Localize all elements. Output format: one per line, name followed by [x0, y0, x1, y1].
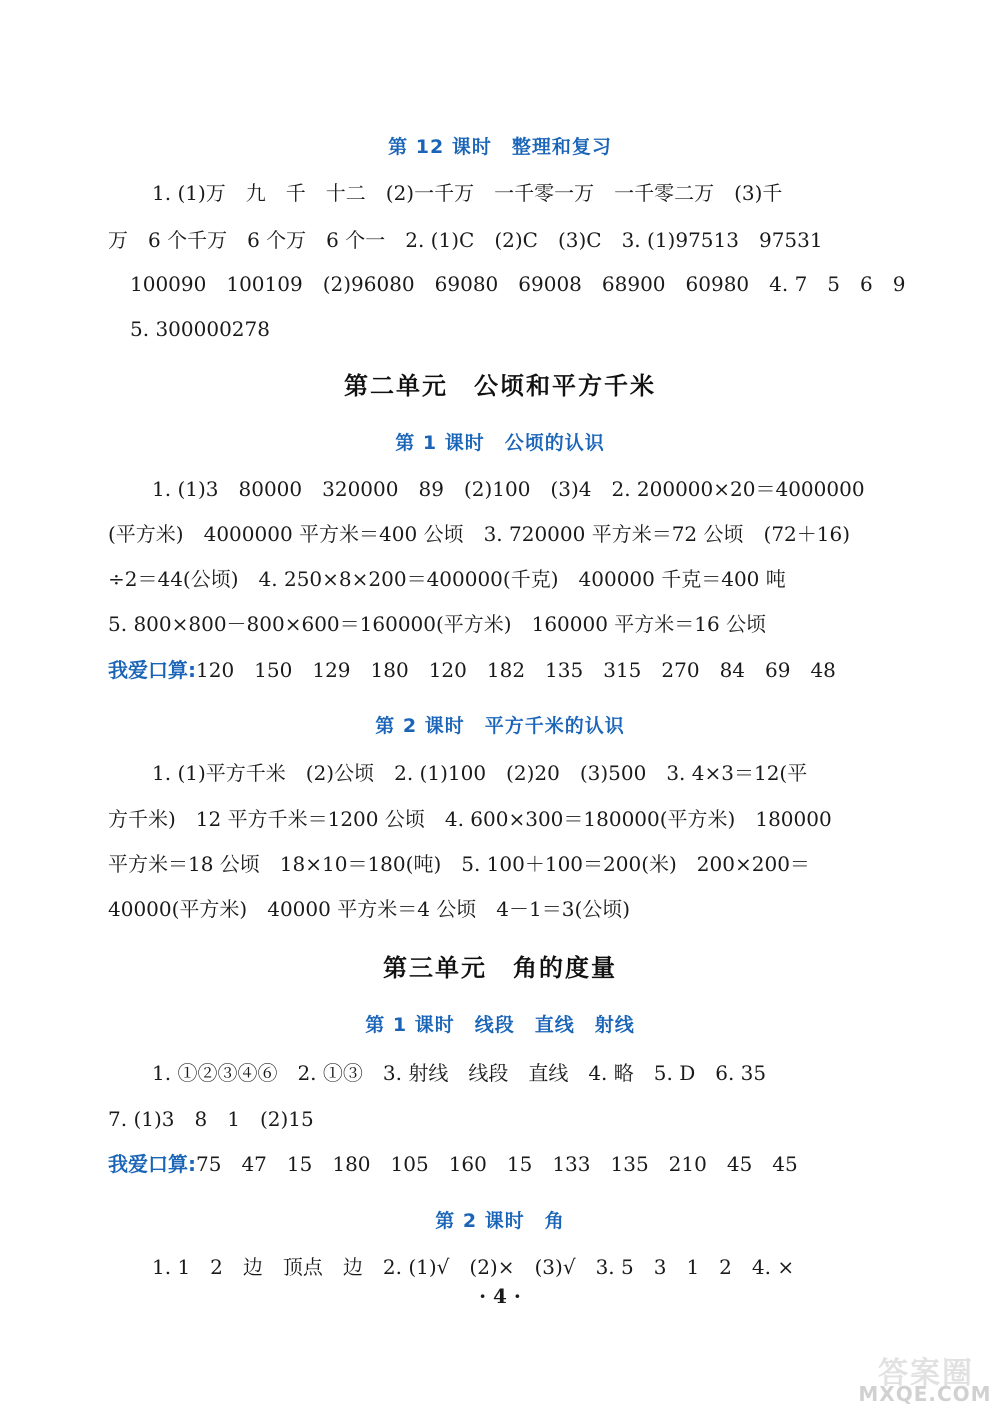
unit-2-lesson-2-title: 第 2 课时 平方千米的认识	[375, 715, 625, 737]
answer-line: 1. (1)3 80000 320000 89 (2)100 (3)4 2. 200000×20＝4000000	[152, 477, 865, 501]
answer-line: 方千米) 12 平方千米＝1200 公顷 4. 600×300＝180000(平方米) 180000	[108, 807, 832, 831]
oral-calc-line	[108, 1150, 1000, 1178]
watermark-site-text: MXQE.COM	[858, 1382, 992, 1406]
unit-2-lesson-1-title: 第 1 课时 公顷的认识	[395, 432, 605, 454]
unit-3-lesson-2-title: 第 2 课时 角	[435, 1210, 565, 1232]
answer-line: ÷2＝44(公顷) 4. 250×8×200＝400000(千克) 400000 千克＝400 吨	[108, 567, 786, 591]
answer-line: 1. 1 2 边 顶点 边 2. (1)√ (2)× (3)√ 3. 5 3 1 2 4. ×	[152, 1255, 795, 1279]
answer-line: 1. (1)平方千米 (2)公顷 2. (1)100 (2)20 (3)500 3. 4×3＝12(平	[152, 761, 808, 785]
answer-line: 7. (1)3 8 1 (2)15	[108, 1107, 314, 1131]
oral-calc-label: 我爱口算:	[108, 1152, 196, 1176]
answer-line: 1. (1)万 九 千 十二 (2)一千万 一千零一万 一千零二万 (3)千	[152, 181, 783, 205]
answer-line: 平方米＝18 公顷 18×10＝180(吨) 5. 100＋100＝200(米) 200×200＝	[108, 852, 810, 876]
answer-line: 5. 800×800－800×600＝160000(平方米) 160000 平方米＝16 公顷	[108, 612, 767, 636]
answer-line: 5. 300000278	[130, 317, 270, 341]
oral-calc-values: 75 47 15 180 105 160 15 133 135 210 45 45	[196, 1152, 798, 1176]
answer-line: 100090 100109 (2)96080 69080 69008 68900 60980 4. 7 5 6 9	[130, 272, 906, 296]
answer-line: 1. ①②③④⑥ 2. ①③ 3. 射线 线段 直线 4. 略 5. D 6. 35	[152, 1061, 767, 1085]
oral-calc-line	[108, 656, 1000, 684]
page-number: · 4 ·	[479, 1284, 521, 1308]
unit-3-lesson-1-title: 第 1 课时 线段 直线 射线	[365, 1014, 635, 1036]
watermark-logo: 答案圈	[878, 1356, 974, 1391]
oral-calc-values: 120 150 129 180 120 182 135 315 270 84 69 48	[196, 658, 836, 682]
answer-line: 万 6 个千万 6 个万 6 个一 2. (1)C (2)C (3)C 3. (1)97513 97531	[108, 228, 823, 252]
site-watermark	[855, 1348, 995, 1418]
answer-line: 40000(平方米) 40000 平方米＝4 公顷 4－1＝3(公顷)	[108, 897, 631, 921]
unit-3-title: 第三单元 角的度量	[383, 954, 617, 982]
lesson-12-title: 第 12 课时 整理和复习	[388, 136, 612, 158]
oral-calc-label: 我爱口算:	[108, 658, 196, 682]
answer-line: (平方米) 4000000 平方米＝400 公顷 3. 720000 平方米＝72 公顷 (72＋16)	[108, 522, 851, 546]
unit-2-title: 第二单元 公顷和平方千米	[344, 372, 656, 400]
